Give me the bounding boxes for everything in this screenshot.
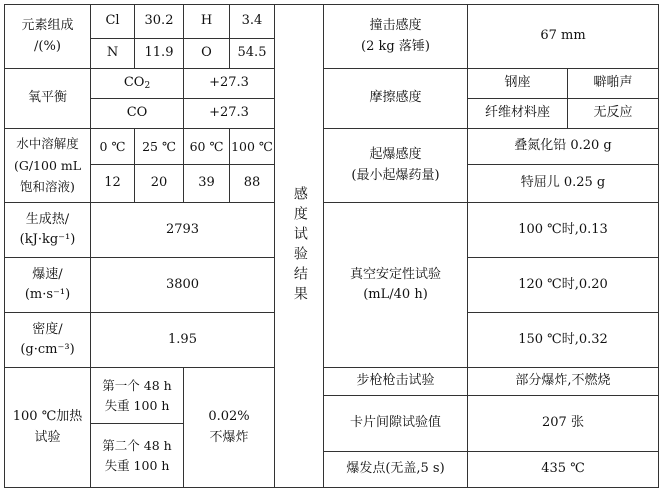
composition-label-line1: 元素组成: [21, 18, 74, 34]
element-h-label: H: [184, 5, 230, 39]
density-value: 1.95: [91, 313, 275, 368]
solubility-label-line3: 饱和溶液): [20, 179, 75, 195]
element-o-value: 54.5: [230, 39, 275, 69]
vacuum-stability-label-line1: 真空安定性试验: [349, 266, 441, 282]
solubility-value-100: 88: [230, 165, 275, 203]
solubility-temp-100: 100 ℃: [230, 129, 275, 165]
friction-steel-result: 噼啪声: [568, 69, 659, 99]
explosion-point-value: 435 ℃: [468, 452, 659, 488]
solubility-value-0: 12: [91, 165, 135, 203]
solubility-temp-0: 0 ℃: [91, 129, 135, 165]
vacuum-stability-150: 150 ℃时,0.32: [468, 313, 659, 368]
impact-label-line2: (2 kg 落锤): [361, 38, 430, 54]
card-gap-value: 207 张: [468, 396, 659, 452]
vacuum-stability-label: [324, 203, 468, 368]
sensitivity-header: 感度试验结果: [275, 5, 324, 488]
density-label-line2: (g·cm⁻³): [20, 342, 75, 357]
solubility-label-line2: (G/100 mL: [13, 157, 82, 173]
heating-test-label: [5, 368, 91, 488]
element-n-value: 11.9: [135, 39, 184, 69]
oxygen-co2-subscript: 2: [144, 81, 151, 92]
oxygen-co2-formula: CO: [123, 75, 145, 91]
rifle-bullet-label: 步枪枪击试验: [324, 368, 468, 396]
heating-test-first-line2: 失重 100 h: [104, 397, 170, 413]
heating-test-first: [91, 368, 184, 424]
explosion-point-label: 爆发点(无盖,5 s): [324, 452, 468, 488]
properties-table: [4, 4, 659, 488]
initiation-label-line2: (最小起爆药量): [351, 167, 440, 183]
oxygen-co-label: CO: [91, 99, 184, 129]
friction-fiber-result: 无反应: [568, 99, 659, 129]
friction-steel-seat: 钢座: [468, 69, 568, 99]
detonation-velocity-label-line1: 爆速/: [32, 266, 63, 282]
oxygen-balance-label: 氧平衡: [5, 69, 91, 129]
solubility-value-60: 39: [184, 165, 230, 203]
solubility-temp-25: 25 ℃: [135, 129, 184, 165]
rifle-bullet-value: 部分爆炸,不燃烧: [468, 368, 659, 396]
impact-value: 67 mm: [468, 5, 659, 69]
heat-of-formation-label: [5, 203, 91, 258]
friction-label: 摩擦感度: [324, 69, 468, 129]
heating-test-label-line1: 100 ℃加热: [12, 409, 83, 425]
heating-test-second-line2: 失重 100 h: [104, 457, 170, 473]
heating-test-result: [184, 368, 275, 488]
element-cl-label: Cl: [91, 5, 135, 39]
heating-test-label-line2: 试验: [34, 429, 61, 445]
friction-fiber-seat: 纤维材料座: [468, 99, 568, 129]
composition-label: [5, 5, 91, 69]
vacuum-stability-100: 100 ℃时,0.13: [468, 203, 659, 258]
detonation-velocity-value: 3800: [91, 258, 275, 313]
initiation-label-line1: 起爆感度: [369, 147, 422, 163]
solubility-label-line1: 水中溶解度: [16, 135, 79, 151]
element-h-value: 3.4: [230, 5, 275, 39]
composition-label-line2: /(%): [34, 38, 61, 54]
initiation-label: [324, 129, 468, 203]
density-label: [5, 313, 91, 368]
heat-of-formation-label-line2: (kJ·kg⁻¹): [19, 232, 76, 247]
impact-label-line1: 撞击感度: [369, 18, 422, 34]
solubility-label: [5, 129, 91, 203]
heating-test-result-line2: 不爆炸: [209, 429, 249, 445]
vacuum-stability-120: 120 ℃时,0.20: [468, 258, 659, 313]
element-cl-value: 30.2: [135, 5, 184, 39]
heating-test-result-line1: 0.02%: [208, 409, 250, 425]
heating-test-second-line1: 第二个 48 h: [102, 438, 172, 454]
detonation-velocity-label: [5, 258, 91, 313]
detonation-velocity-label-line2: (m·s⁻¹): [24, 287, 71, 302]
initiation-tetryl: 特屈儿 0.25 g: [468, 165, 659, 203]
oxygen-co2-label: [91, 69, 184, 99]
oxygen-co2-value: +27.3: [184, 69, 275, 99]
initiation-lead-azide: 叠氮化铅 0.20 g: [468, 129, 659, 165]
density-label-line1: 密度/: [32, 321, 63, 337]
card-gap-label: 卡片间隙试验值: [324, 396, 468, 452]
vacuum-stability-label-line2: (mL/40 h): [363, 287, 428, 302]
solubility-temp-60: 60 ℃: [184, 129, 230, 165]
heat-of-formation-label-line1: 生成热/: [25, 211, 70, 227]
heating-test-first-line1: 第一个 48 h: [102, 378, 172, 394]
heat-of-formation-value: 2793: [91, 203, 275, 258]
impact-label: [324, 5, 468, 69]
oxygen-co-value: +27.3: [184, 99, 275, 129]
element-o-label: O: [184, 39, 230, 69]
solubility-value-25: 20: [135, 165, 184, 203]
element-n-label: N: [91, 39, 135, 69]
heating-test-second: [91, 424, 184, 488]
